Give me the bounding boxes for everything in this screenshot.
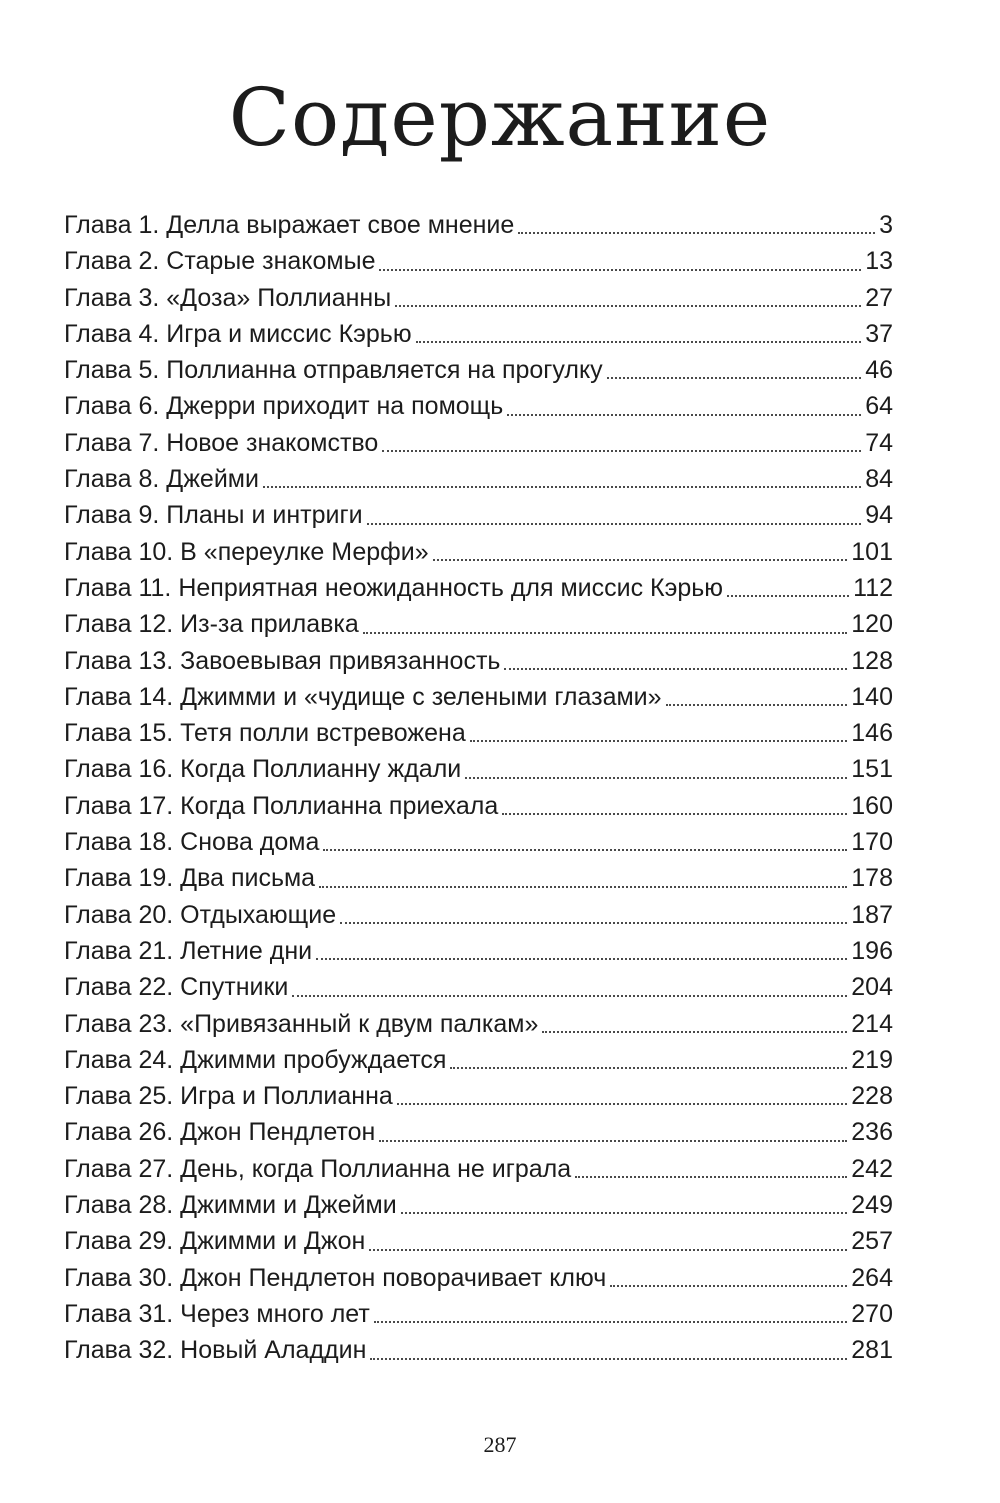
toc-entry — [64, 788, 893, 824]
toc-entry-label: Глава 28. Джимми и Джейми — [64, 1191, 397, 1220]
toc-entry — [64, 1187, 893, 1223]
toc-entry-label: Глава 4. Игра и миссис Кэрью — [64, 319, 412, 348]
toc-entry-page: 120 — [851, 610, 893, 639]
toc-entry — [64, 207, 893, 243]
toc-dot-leader — [382, 449, 861, 452]
toc-entry-label: Глава 22. Спутники — [64, 973, 289, 1002]
toc-dot-leader — [504, 667, 847, 670]
toc-dot-leader — [450, 1066, 847, 1069]
toc-entry-page: 204 — [851, 973, 893, 1002]
toc-dot-leader — [607, 376, 862, 379]
toc-dot-leader — [370, 1357, 847, 1360]
toc-entry — [64, 497, 893, 533]
toc-entry-page: 242 — [851, 1154, 893, 1183]
toc-entry-page: 3 — [879, 211, 893, 239]
toc-entry-label: Глава 21. Летние дни — [64, 936, 313, 965]
toc-dot-leader — [502, 812, 847, 815]
toc-entry-page: 101 — [851, 537, 893, 566]
toc-entry-label: Глава 24. Джимми пробуждается — [64, 1045, 447, 1074]
toc-entry — [64, 425, 893, 461]
toc-dot-leader — [323, 848, 847, 851]
page-number: 287 — [483, 1432, 517, 1457]
toc-entry-page: 37 — [865, 319, 893, 348]
toc-entry-page: 84 — [865, 465, 893, 494]
toc-entry-label: Глава 1. Делла выражает свое мнение — [64, 211, 515, 239]
toc-entry — [64, 1332, 893, 1368]
toc-dot-leader — [367, 522, 862, 525]
toc-entry-label: Глава 23. «Привязанный к двум палкам» — [64, 1009, 539, 1038]
toc-dot-leader — [379, 1139, 847, 1142]
toc-entry-page: 270 — [851, 1299, 893, 1328]
toc-entry — [64, 679, 893, 715]
toc-entry-page: 281 — [851, 1336, 893, 1365]
toc-dot-leader — [397, 1102, 847, 1105]
toc-dot-leader — [319, 885, 847, 888]
toc-entry-page: 112 — [853, 573, 893, 602]
toc-entry — [64, 316, 893, 352]
toc-entry — [64, 1223, 893, 1259]
toc-dot-leader — [610, 1284, 847, 1287]
toc-entry — [64, 1296, 893, 1332]
toc-entry-page: 257 — [851, 1227, 893, 1256]
toc-entry — [64, 1260, 893, 1296]
toc-dot-leader — [666, 703, 848, 706]
table-of-contents — [64, 207, 893, 1369]
toc-dot-leader — [433, 558, 848, 561]
toc-entry — [64, 969, 893, 1005]
toc-dot-leader — [379, 268, 861, 271]
toc-entry-page: 187 — [851, 900, 893, 929]
toc-entry — [64, 751, 893, 787]
toc-entry-page: 27 — [865, 283, 893, 312]
toc-entry-page: 160 — [851, 791, 893, 820]
toc-entry-label: Глава 9. Планы и интриги — [64, 501, 363, 530]
toc-entry-label: Глава 32. Новый Аладдин — [64, 1336, 367, 1365]
toc-entry — [64, 1078, 893, 1114]
toc-entry-label: Глава 7. Новое знакомство — [64, 428, 379, 457]
toc-dot-leader — [340, 921, 847, 924]
toc-entry-label: Глава 10. В «переулке Мерфи» — [64, 537, 429, 566]
toc-entry-page: 236 — [851, 1118, 893, 1147]
toc-entry-page: 64 — [865, 392, 893, 421]
toc-dot-leader — [465, 776, 847, 779]
toc-entry — [64, 860, 893, 896]
toc-entry — [64, 570, 893, 606]
toc-entry-page: 146 — [851, 719, 893, 748]
toc-entry-page: 140 — [851, 682, 893, 711]
toc-entry-label: Глава 15. Тетя полли встревожена — [64, 719, 466, 748]
toc-entry — [64, 461, 893, 497]
toc-entry-page: 74 — [865, 428, 893, 457]
toc-dot-leader — [416, 340, 862, 343]
toc-entry — [64, 1151, 893, 1187]
toc-entry-label: Глава 25. Игра и Поллианна — [64, 1082, 393, 1111]
toc-entry — [64, 1042, 893, 1078]
toc-entry-label: Глава 29. Джимми и Джон — [64, 1227, 366, 1256]
toc-entry-page: 13 — [865, 247, 893, 276]
toc-entry-label: Глава 30. Джон Пендлетон поворачивает ключ — [64, 1263, 607, 1292]
toc-entry-label: Глава 27. День, когда Поллианна не играла — [64, 1154, 572, 1183]
toc-entry-page: 249 — [851, 1191, 893, 1220]
toc-dot-leader — [374, 1320, 847, 1323]
toc-entry-page: 178 — [851, 864, 893, 893]
toc-dot-leader — [542, 1030, 847, 1033]
toc-entry-label: Глава 26. Джон Пендлетон — [64, 1118, 376, 1147]
toc-entry-label: Глава 19. Два письма — [64, 864, 316, 893]
toc-entry — [64, 243, 893, 279]
toc-entry-label: Глава 8. Джейми — [64, 465, 259, 494]
toc-entry-label: Глава 14. Джимми и «чудище с зелеными глазами» — [64, 682, 662, 711]
toc-entry-label: Глава 3. «Доза» Поллианны — [64, 283, 392, 312]
toc-entry-page: 94 — [865, 501, 893, 530]
toc-entry-page: 264 — [851, 1263, 893, 1292]
toc-entry-label: Глава 17. Когда Поллианна приехала — [64, 791, 499, 820]
toc-entry — [64, 606, 893, 642]
toc-entry — [64, 388, 893, 424]
toc-entry-label: Глава 31. Через много лет — [64, 1299, 370, 1328]
toc-entry-label: Глава 18. Снова дома — [64, 828, 320, 857]
toc-entry-page: 228 — [851, 1082, 893, 1111]
toc-entry — [64, 1114, 893, 1150]
toc-dot-leader — [575, 1175, 847, 1178]
toc-entry-label: Глава 12. Из-за прилавка — [64, 610, 359, 639]
toc-entry-page: 219 — [851, 1045, 893, 1074]
toc-entry-label: Глава 16. Когда Поллианну ждали — [64, 755, 462, 784]
toc-entry — [64, 715, 893, 751]
toc-entry-label: Глава 6. Джерри приходит на помощь — [64, 392, 504, 421]
toc-entry — [64, 824, 893, 860]
page-title: Содержание — [228, 71, 772, 164]
toc-entry-label: Глава 2. Старые знакомые — [64, 247, 376, 276]
toc-entry — [64, 352, 893, 388]
toc-entry — [64, 1006, 893, 1042]
toc-dot-leader — [470, 739, 848, 742]
toc-entry — [64, 643, 893, 679]
toc-dot-leader — [395, 304, 861, 307]
toc-entry-page: 196 — [851, 936, 893, 965]
toc-entry-page: 214 — [851, 1009, 893, 1038]
toc-dot-leader — [401, 1211, 848, 1214]
toc-entry-label: Глава 5. Поллианна отправляется на прогулку — [64, 356, 603, 385]
toc-entry — [64, 933, 893, 969]
toc-entry — [64, 534, 893, 570]
toc-entry — [64, 280, 893, 316]
toc-dot-leader — [292, 994, 847, 997]
toc-dot-leader — [507, 413, 861, 416]
toc-entry-page: 46 — [865, 356, 893, 385]
toc-entry-label: Глава 11. Неприятная неожиданность для миссис Кэрью — [64, 573, 724, 602]
toc-entry-label: Глава 13. Завоевывая привязанность — [64, 646, 501, 675]
toc-dot-leader — [316, 957, 847, 960]
toc-entry — [64, 897, 893, 933]
toc-dot-leader — [363, 631, 847, 634]
toc-entry-page: 128 — [851, 646, 893, 675]
toc-dot-leader — [263, 485, 861, 488]
toc-entry-page: 170 — [851, 828, 893, 857]
toc-entry-page: 151 — [851, 755, 893, 784]
toc-entry-label: Глава 20. Отдыхающие — [64, 900, 337, 929]
toc-dot-leader — [369, 1248, 847, 1251]
toc-dot-leader — [518, 231, 875, 234]
toc-dot-leader — [727, 594, 849, 597]
